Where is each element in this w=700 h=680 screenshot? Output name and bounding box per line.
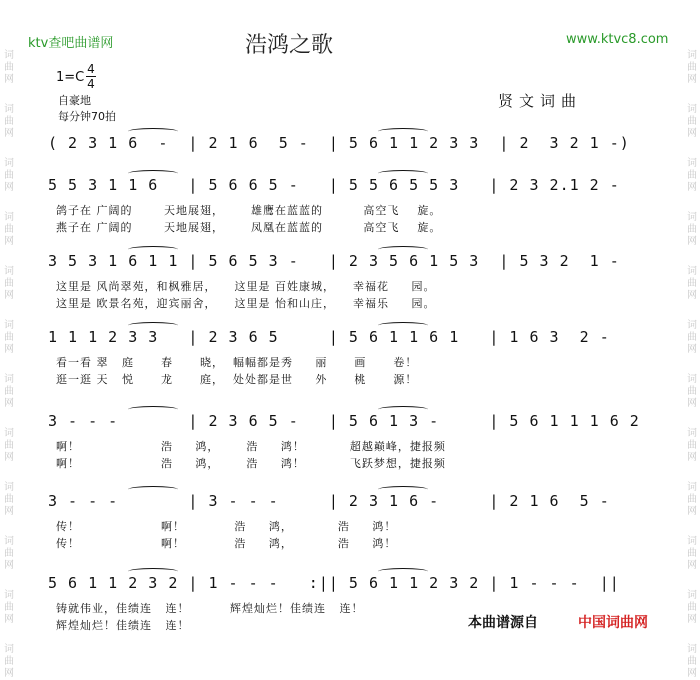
slur-mark — [128, 406, 178, 413]
watermark-text: 词 曲 网 — [687, 374, 697, 409]
lyric-line: 这里是 风尚翠苑，和枫雅居， 这里是 百姓康城， 幸福花 园。 — [56, 280, 436, 293]
watermark-text: 词 曲 网 — [4, 644, 14, 679]
tempo-label: 自豪地 — [58, 94, 91, 107]
watermark-text: 词 曲 网 — [687, 482, 697, 517]
slur-mark — [378, 568, 428, 575]
slur-mark — [128, 128, 178, 135]
lyric-line: 看一看 翠 庭 春 晓， 幅幅都是秀 丽 画 卷！ — [56, 356, 418, 369]
watermark-text: 词 曲 网 — [4, 104, 14, 139]
song-title: 浩鸿之歌 — [245, 33, 334, 58]
lyric-line: 燕子在 广阔的 天地展翅， 凤凰在蓝蓝的 高空飞 旋。 — [56, 221, 442, 234]
watermark-text: 词 曲 网 — [4, 212, 14, 247]
slur-mark — [128, 246, 178, 253]
slur-mark — [128, 486, 178, 493]
watermark-text: 词 曲 网 — [687, 266, 697, 301]
composer-credit: 贤文词曲 — [498, 92, 583, 110]
lyric-line: 啊！ 浩 鸿， 浩 鸿！ 飞跃梦想，捷报频 — [56, 457, 446, 470]
slur-mark — [128, 568, 178, 575]
slur-mark — [378, 246, 428, 253]
notation-line: ( 2 3 1 6 - | 2 1 6 5 - | 5 6 1 1 2 3 3 | 2 3 2 1 -) — [48, 134, 630, 152]
lyric-line: 传！ 啊！ 浩 鸿， 浩 鸿！ — [56, 537, 397, 550]
watermark-text: 词 曲 网 — [687, 644, 697, 679]
watermark-text: 词 曲 网 — [4, 158, 14, 193]
slur-mark — [378, 406, 428, 413]
key-signature: 1=C — [56, 70, 85, 85]
slur-mark — [378, 170, 428, 177]
watermark-text: 词 曲 网 — [4, 428, 14, 463]
watermark-text: 词 曲 网 — [4, 374, 14, 409]
watermark-text: 词 曲 网 — [687, 104, 697, 139]
notation-line: 3 5 3 1 6 1 1 | 5 6 5 3 - | 2 3 5 6 1 5 3 | 5 3 2 1 - — [48, 252, 620, 270]
site-logo-left[interactable]: ktv查吧曲谱网 — [28, 36, 114, 51]
watermark-text: 词 曲 网 — [4, 50, 14, 85]
notation-line: 5 5 3 1 1 6 | 5 6 6 5 - | 5 5 6 5 5 3 | 2 3 2.1 2 - — [48, 176, 620, 194]
watermark-text: 词 曲 网 — [4, 590, 14, 625]
notation-line: 3 - - - | 2 3 6 5 - | 5 6 1 3 - | 5 6 1 1 1 6 2 — [48, 412, 640, 430]
tempo-marking: 每分钟70拍 — [58, 110, 116, 123]
watermark-text: 词 曲 网 — [687, 50, 697, 85]
watermark-text: 词 曲 网 — [4, 482, 14, 517]
source-site[interactable]: 中国词曲网 — [578, 615, 648, 631]
watermark-text: 词 曲 网 — [4, 536, 14, 571]
lyric-line: 辉煌灿烂！佳绩连 连！ — [56, 619, 190, 632]
lyric-line: 传！ 啊！ 浩 鸿， 浩 鸿！ — [56, 520, 397, 533]
slur-mark — [378, 322, 428, 329]
slur-mark — [378, 486, 428, 493]
time-top: 4 — [87, 62, 95, 76]
site-logo-right[interactable]: www.ktvc8.com — [566, 32, 669, 47]
time-signature — [86, 63, 96, 90]
lyric-line: 啊！ 浩 鸿， 浩 鸿！ 超越巅峰，捷报频 — [56, 440, 446, 453]
slur-mark — [378, 128, 428, 135]
lyric-line: 铸就伟业，佳绩连 连！ 辉煌灿烂！佳绩连 连！ — [56, 602, 364, 615]
notation-line: 3 - - - | 3 - - - | 2 3 1 6 - | 2 1 6 5 - — [48, 492, 610, 510]
notation-line: 5 6 1 1 2 3 2 | 1 - - - :|| 5 6 1 1 2 3 2 | 1 - - - || — [48, 574, 620, 592]
watermark-text: 词 曲 网 — [687, 536, 697, 571]
watermark-text: 词 曲 网 — [4, 320, 14, 355]
watermark-text: 词 曲 网 — [687, 212, 697, 247]
lyric-line: 这里是 欧景名苑，迎宾丽舍， 这里是 怡和山庄， 幸福乐 园。 — [56, 297, 436, 310]
time-bottom: 4 — [87, 77, 95, 91]
source-label: 本曲谱源自 — [468, 615, 538, 631]
notation-line: 1 1 1 2 3 3 | 2 3 6 5 | 5 6 1 1 6 1 | 1 6 3 2 - — [48, 328, 610, 346]
watermark-text: 词 曲 网 — [687, 158, 697, 193]
slur-mark — [128, 322, 178, 329]
lyric-line: 逛一逛 天 悦 龙 庭， 处处都是世 外 桃 源！ — [56, 373, 418, 386]
watermark-text: 词 曲 网 — [687, 320, 697, 355]
watermark-text: 词 曲 网 — [4, 266, 14, 301]
watermark-text: 词 曲 网 — [687, 590, 697, 625]
lyric-line: 鸽子在 广阔的 天地展翅， 雄鹰在蓝蓝的 高空飞 旋。 — [56, 204, 442, 217]
watermark-text: 词 曲 网 — [687, 428, 697, 463]
slur-mark — [128, 170, 178, 177]
